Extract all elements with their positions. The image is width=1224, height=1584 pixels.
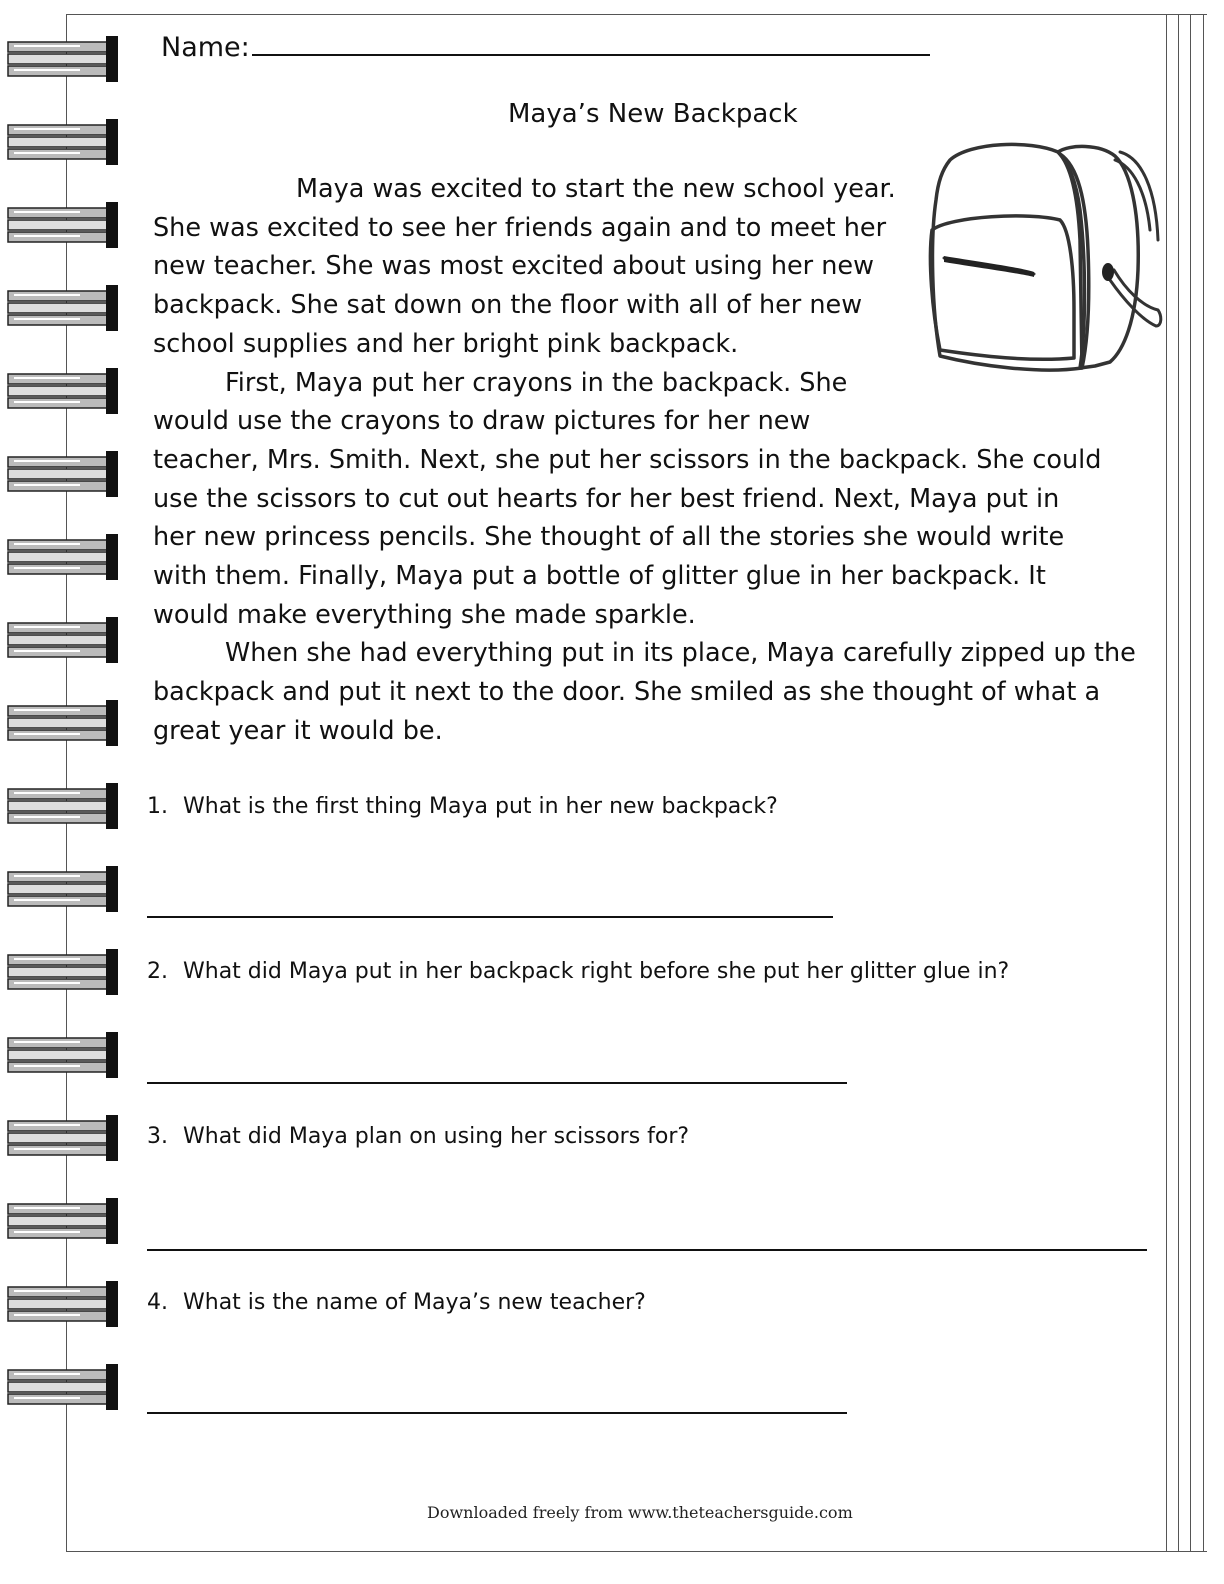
name-blank[interactable] (252, 32, 930, 56)
story-line: First, Maya put her crayons in the backpack. She (225, 367, 848, 398)
question-2 (147, 959, 1009, 984)
story-line: school supplies and her bright pink backpack. (153, 328, 739, 359)
spiral-ring-icon (8, 783, 118, 829)
question-text: What is the first thing Maya put in her new backpack? (183, 794, 778, 819)
margin-rule (1190, 14, 1191, 1552)
answer-line-3[interactable] (147, 1249, 1147, 1251)
question-number: 2. (147, 959, 168, 984)
question-1 (147, 794, 778, 819)
story-line: use the scissors to cut out hearts for her best friend. Next, Maya put in (153, 483, 1060, 514)
question-text: What is the name of Maya’s new teacher? (183, 1290, 646, 1315)
backpack-icon (910, 130, 1170, 390)
question-3 (147, 1124, 689, 1149)
spiral-ring-icon (8, 1032, 118, 1078)
question-text: What did Maya put in her backpack right before she put her glitter glue in? (183, 959, 1010, 984)
spiral-ring-icon (8, 700, 118, 746)
spiral-ring-icon (8, 285, 118, 331)
spiral-ring-icon (8, 1198, 118, 1244)
story-line: backpack. She sat down on the floor with all of her new (153, 290, 863, 321)
spiral-ring-icon (8, 617, 118, 663)
question-number: 4. (147, 1290, 168, 1315)
margin-rule (1178, 14, 1179, 1552)
name-label: Name: (161, 32, 250, 63)
spiral-binding-icon (0, 0, 130, 1584)
spiral-ring-icon (8, 119, 118, 165)
story-line: When she had everything put in its place, Maya carefully zipped up the (225, 638, 1136, 669)
answer-line-1[interactable] (147, 916, 833, 918)
footer-credit: Downloaded freely from www.theteachersguide.com (427, 1503, 853, 1522)
spiral-ring-icon (8, 36, 118, 82)
worksheet-title: Maya’s New Backpack (508, 99, 798, 129)
spiral-ring-icon (8, 1115, 118, 1161)
story-line: new teacher. She was most excited about using her new (153, 251, 874, 282)
story-line: her new princess pencils. She thought of all the stories she would write (153, 522, 1065, 553)
story-line: with them. Finally, Maya put a bottle of glitter glue in her backpack. It (153, 561, 1046, 591)
spiral-ring-icon (8, 451, 118, 497)
spiral-ring-icon (8, 1364, 118, 1410)
question-number: 1. (147, 794, 168, 819)
story-line: backpack and put it next to the door. She smiled as she thought of what a (153, 677, 1101, 708)
question-4 (147, 1290, 646, 1315)
name-field[interactable] (161, 32, 930, 63)
spiral-ring-icon (8, 368, 118, 414)
spiral-ring-icon (8, 949, 118, 995)
margin-rule (1203, 14, 1204, 1552)
story-line: Maya was excited to start the new school year. (296, 174, 896, 204)
spiral-ring-icon (8, 202, 118, 248)
story-line: She was excited to see her friends again and to meet her (153, 212, 887, 243)
story-line: would use the crayons to draw pictures for her new (153, 406, 811, 437)
question-text: What did Maya plan on using her scissors for? (183, 1124, 690, 1149)
story-line: teacher, Mrs. Smith. Next, she put her scissors in the backpack. She could (153, 444, 1102, 475)
spiral-ring-icon (8, 534, 118, 580)
answer-line-4[interactable] (147, 1412, 847, 1414)
story-line: would make everything she made sparkle. (153, 599, 696, 630)
question-number: 3. (147, 1124, 168, 1149)
answer-line-2[interactable] (147, 1082, 847, 1084)
spiral-ring-icon (8, 866, 118, 912)
spiral-ring-icon (8, 1281, 118, 1327)
story-line: great year it would be. (153, 715, 443, 746)
